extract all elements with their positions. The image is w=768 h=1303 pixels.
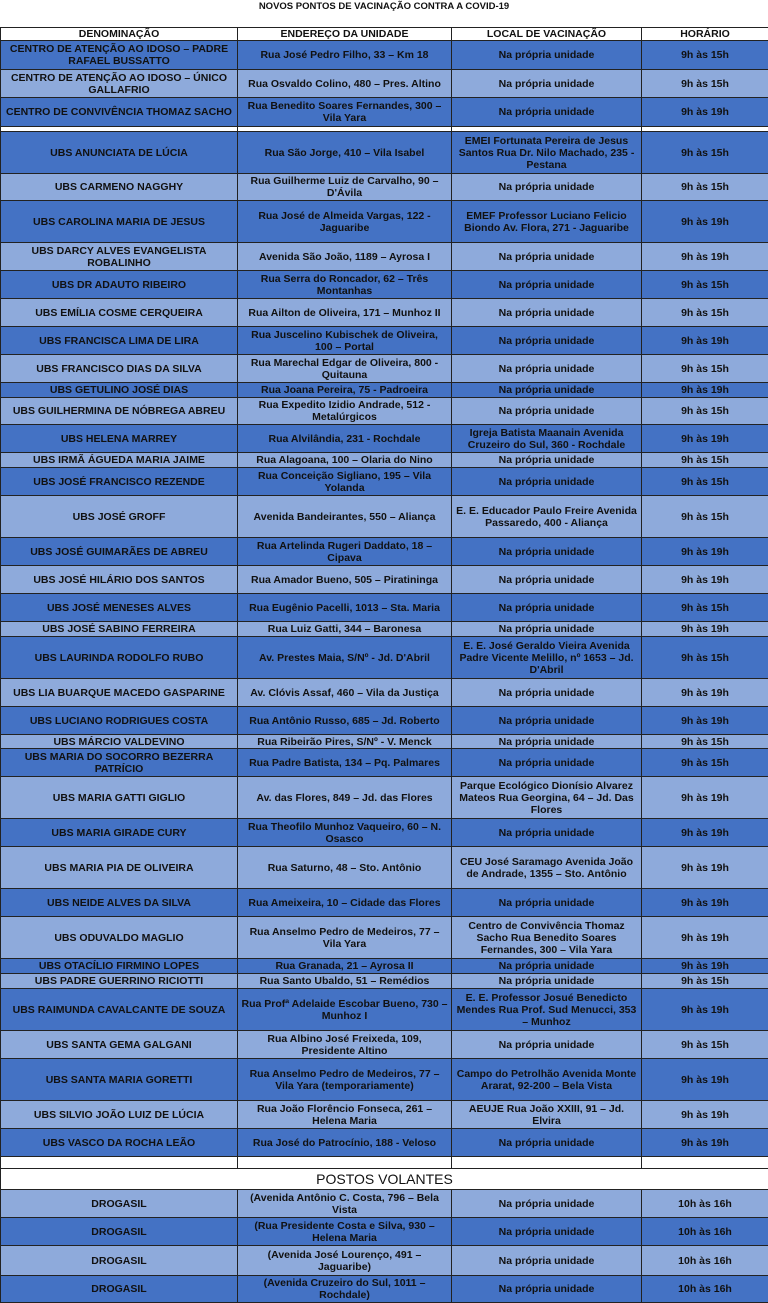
local-cell: AEUJE Rua João XXIII, 91 – Jd. Elvira bbox=[451, 1100, 642, 1129]
row-name-cell: UBS JOSÉ SABINO FERREIRA bbox=[0, 621, 238, 637]
row-name-cell: UBS SANTA GEMA GALGANI bbox=[0, 1030, 238, 1059]
hours-cell: 9h às 19h bbox=[641, 326, 768, 355]
local-cell: Na própria unidade bbox=[451, 326, 642, 355]
address-cell: Rua Expedito Izidio Andrade, 512 - Metalúrgicos bbox=[237, 397, 452, 425]
hours-cell: 9h às 15h bbox=[641, 593, 768, 622]
row-name-cell: UBS JOSÉ HILÁRIO DOS SANTOS bbox=[0, 565, 238, 594]
local-cell: Na própria unidade bbox=[451, 452, 642, 468]
local-cell: Na própria unidade bbox=[451, 382, 642, 398]
address-cell: Rua José Pedro Filho, 33 – Km 18 bbox=[237, 40, 452, 70]
local-cell: Na própria unidade bbox=[451, 621, 642, 637]
hours-cell: 9h às 15h bbox=[641, 69, 768, 98]
local-cell: Centro de Convivência Thomaz Sacho Rua Benedito Soares Fernandes, 300 – Vila Yara bbox=[451, 916, 642, 959]
row-name-cell: UBS ANUNCIATA DE LÚCIA bbox=[0, 131, 238, 174]
local-cell: Na própria unidade bbox=[451, 397, 642, 425]
row-name-cell: UBS RAIMUNDA CAVALCANTE DE SOUZA bbox=[0, 988, 238, 1031]
mobile-hours-cell: 10h às 16h bbox=[641, 1245, 768, 1276]
row-name-cell: UBS CARMENO NAGGHY bbox=[0, 173, 238, 201]
hours-cell: 9h às 15h bbox=[641, 40, 768, 70]
mobile-local-cell: Na própria unidade bbox=[451, 1245, 642, 1276]
hours-cell: 9h às 15h bbox=[641, 734, 768, 749]
local-cell: Na própria unidade bbox=[451, 40, 642, 70]
hours-cell: 9h às 19h bbox=[641, 818, 768, 847]
hours-cell: 9h às 19h bbox=[641, 916, 768, 959]
local-cell: Na própria unidade bbox=[451, 69, 642, 98]
address-cell: Rua Luiz Gatti, 344 – Baronesa bbox=[237, 621, 452, 637]
address-cell: Rua Benedito Soares Fernandes, 300 – Vila Yara bbox=[237, 97, 452, 127]
address-cell: Rua Juscelino Kubischek de Oliveira, 100 – Portal bbox=[237, 326, 452, 355]
column-header-name: DENOMINAÇÃO bbox=[0, 27, 238, 41]
row-name-cell: UBS SILVIO JOÃO LUIZ DE LÚCIA bbox=[0, 1100, 238, 1129]
mobile-hours-cell: 10h às 16h bbox=[641, 1189, 768, 1218]
hours-cell: 9h às 19h bbox=[641, 706, 768, 735]
local-cell: Na própria unidade bbox=[451, 734, 642, 749]
row-name-cell: UBS GETULINO JOSÉ DIAS bbox=[0, 382, 238, 398]
address-cell: Rua Conceição Sigliano, 195 – Vila Yolanda bbox=[237, 467, 452, 496]
hours-cell: 9h às 15h bbox=[641, 467, 768, 496]
row-name-cell: UBS PADRE GUERRINO RICIOTTI bbox=[0, 973, 238, 989]
hours-cell: 9h às 19h bbox=[641, 382, 768, 398]
local-cell: Na própria unidade bbox=[451, 706, 642, 735]
local-cell: Na própria unidade bbox=[451, 958, 642, 974]
hours-cell: 9h às 19h bbox=[641, 958, 768, 974]
address-cell: Rua Osvaldo Colino, 480 – Pres. Altino bbox=[237, 69, 452, 98]
row-name-cell: UBS ODUVALDO MAGLIO bbox=[0, 916, 238, 959]
hours-cell: 9h às 19h bbox=[641, 537, 768, 566]
row-name-cell: CENTRO DE CONVIVÊNCIA THOMAZ SACHO bbox=[0, 97, 238, 127]
address-cell: Avenida São João, 1189 – Ayrosa I bbox=[237, 242, 452, 271]
local-cell: Parque Ecológico Dionísio Alvarez Mateos Rua Georgina, 64 – Jd. Das Flores bbox=[451, 776, 642, 819]
row-name-cell: UBS CAROLINA MARIA DE JESUS bbox=[0, 200, 238, 243]
local-cell: Campo do Petrolhão Avenida Monte Ararat, 92-200 – Bela Vista bbox=[451, 1058, 642, 1101]
address-cell: Rua Padre Batista, 134 – Pq. Palmares bbox=[237, 748, 452, 777]
row-name-cell: UBS FRANCISCO DIAS DA SILVA bbox=[0, 354, 238, 383]
row-name-cell: UBS OTACÍLIO FIRMINO LOPES bbox=[0, 958, 238, 974]
address-cell: Rua José do Patrocínio, 188 - Veloso bbox=[237, 1128, 452, 1157]
address-cell: Avenida Bandeirantes, 550 – Aliança bbox=[237, 495, 452, 538]
row-name-cell: UBS JOSÉ GUIMARÃES DE ABREU bbox=[0, 537, 238, 566]
row-name-cell: CENTRO DE ATENÇÃO AO IDOSO – ÚNICO GALLAFRIO bbox=[0, 69, 238, 98]
address-cell: Rua Guilherme Luiz de Carvalho, 90 – D'Ávila bbox=[237, 173, 452, 201]
address-cell: Rua Artelinda Rugeri Daddato, 18 – Cipava bbox=[237, 537, 452, 566]
hours-cell: 9h às 19h bbox=[641, 888, 768, 917]
row-name-cell: UBS EMÍLIA COSME CERQUEIRA bbox=[0, 298, 238, 327]
address-cell: Av. das Flores, 849 – Jd. das Flores bbox=[237, 776, 452, 819]
row-name-cell: UBS VASCO DA ROCHA LEÃO bbox=[0, 1128, 238, 1157]
row-name-cell: UBS LAURINDA RODOLFO RUBO bbox=[0, 636, 238, 679]
row-name-cell: UBS JOSÉ GROFF bbox=[0, 495, 238, 538]
hours-cell: 9h às 15h bbox=[641, 298, 768, 327]
address-cell: Rua José de Almeida Vargas, 122 - Jaguaribe bbox=[237, 200, 452, 243]
address-cell: Rua Alagoana, 100 – Olaria do Nino bbox=[237, 452, 452, 468]
row-name-cell: CENTRO DE ATENÇÃO AO IDOSO – PADRE RAFAEL BUSSATTO bbox=[0, 40, 238, 70]
address-cell: Rua Theofilo Munhoz Vaqueiro, 60 – N. Osasco bbox=[237, 818, 452, 847]
column-header-local: LOCAL DE VACINAÇÃO bbox=[451, 27, 642, 41]
hours-cell: 9h às 15h bbox=[641, 354, 768, 383]
address-cell: Rua São Jorge, 410 – Vila Isabel bbox=[237, 131, 452, 174]
hours-cell: 9h às 19h bbox=[641, 200, 768, 243]
mobile-address-cell: (Avenida Cruzeiro do Sul, 1011 – Rochdale) bbox=[237, 1275, 452, 1303]
hours-cell: 9h às 19h bbox=[641, 776, 768, 819]
hours-cell: 9h às 19h bbox=[641, 1058, 768, 1101]
mobile-name-cell: DROGASIL bbox=[0, 1189, 238, 1218]
local-cell: EMEF Professor Luciano Felicio Biondo Av. Flora, 271 - Jaguaribe bbox=[451, 200, 642, 243]
local-cell: Na própria unidade bbox=[451, 537, 642, 566]
local-cell: Na própria unidade bbox=[451, 748, 642, 777]
hours-cell: 9h às 19h bbox=[641, 565, 768, 594]
row-name-cell: UBS LUCIANO RODRIGUES COSTA bbox=[0, 706, 238, 735]
row-name-cell: UBS DR ADAUTO RIBEIRO bbox=[0, 270, 238, 299]
hours-cell: 9h às 19h bbox=[641, 678, 768, 707]
row-name-cell: UBS DARCY ALVES EVANGELISTA ROBALINHO bbox=[0, 242, 238, 271]
row-name-cell: UBS SANTA MARIA GORETTI bbox=[0, 1058, 238, 1101]
address-cell: Rua Albino José Freixeda, 109, Presidente Altino bbox=[237, 1030, 452, 1059]
mobile-name-cell: DROGASIL bbox=[0, 1275, 238, 1303]
address-cell: Rua Santo Ubaldo, 51 – Remédios bbox=[237, 973, 452, 989]
local-cell: Na própria unidade bbox=[451, 888, 642, 917]
local-cell: E. E. Educador Paulo Freire Avenida Passaredo, 400 - Aliança bbox=[451, 495, 642, 538]
local-cell: Na própria unidade bbox=[451, 678, 642, 707]
hours-cell: 9h às 15h bbox=[641, 973, 768, 989]
row-name-cell: UBS GUILHERMINA DE NÓBREGA ABREU bbox=[0, 397, 238, 425]
address-cell: Rua Profª Adelaide Escobar Bueno, 730 – Munhoz I bbox=[237, 988, 452, 1031]
row-name-cell: UBS LIA BUARQUE MACEDO GASPARINE bbox=[0, 678, 238, 707]
hours-cell: 9h às 15h bbox=[641, 397, 768, 425]
row-name-cell: UBS IRMÃ ÁGUEDA MARIA JAIME bbox=[0, 452, 238, 468]
row-name-cell: UBS JOSÉ FRANCISCO REZENDE bbox=[0, 467, 238, 496]
local-cell: Igreja Batista Maanain Avenida Cruzeiro do Sul, 360 - Rochdale bbox=[451, 424, 642, 453]
mobile-local-cell: Na própria unidade bbox=[451, 1217, 642, 1246]
local-cell: Na própria unidade bbox=[451, 242, 642, 271]
address-cell: Rua Ribeirão Pires, S/Nº - V. Menck bbox=[237, 734, 452, 749]
local-cell: Na própria unidade bbox=[451, 1030, 642, 1059]
hours-cell: 9h às 15h bbox=[641, 748, 768, 777]
hours-cell: 9h às 19h bbox=[641, 97, 768, 127]
address-cell: Rua Anselmo Pedro de Medeiros, 77 – Vila Yara bbox=[237, 916, 452, 959]
hours-cell: 9h às 15h bbox=[641, 495, 768, 538]
mobile-local-cell: Na própria unidade bbox=[451, 1189, 642, 1218]
address-cell: Rua Serra do Roncador, 62 – Três Montanhas bbox=[237, 270, 452, 299]
row-name-cell: UBS FRANCISCA LIMA DE LIRA bbox=[0, 326, 238, 355]
address-cell: Av. Clóvis Assaf, 460 – Vila da Justiça bbox=[237, 678, 452, 707]
address-cell: Rua Ailton de Oliveira, 171 – Munhoz II bbox=[237, 298, 452, 327]
hours-cell: 9h às 15h bbox=[641, 636, 768, 679]
hours-cell: 9h às 19h bbox=[641, 1100, 768, 1129]
row-name-cell: UBS HELENA MARREY bbox=[0, 424, 238, 453]
column-header-hours: HORÁRIO bbox=[641, 27, 768, 41]
address-cell: Rua Eugênio Pacelli, 1013 – Sta. Maria bbox=[237, 593, 452, 622]
section-title: POSTOS VOLANTES bbox=[0, 1168, 768, 1190]
local-cell: EMEI Fortunata Pereira de Jesus Santos Rua Dr. Nilo Machado, 235 - Pestana bbox=[451, 131, 642, 174]
local-cell: E. E. Professor Josué Benedicto Mendes Rua Prof. Sud Menucci, 353 – Munhoz bbox=[451, 988, 642, 1031]
hours-cell: 9h às 19h bbox=[641, 846, 768, 889]
address-cell: Rua Ameixeira, 10 – Cidade das Flores bbox=[237, 888, 452, 917]
row-name-cell: UBS JOSÉ MENESES ALVES bbox=[0, 593, 238, 622]
hours-cell: 9h às 19h bbox=[641, 621, 768, 637]
hours-cell: 9h às 19h bbox=[641, 242, 768, 271]
mobile-address-cell: (Rua Presidente Costa e Silva, 930 – Helena Maria bbox=[237, 1217, 452, 1246]
hours-cell: 9h às 15h bbox=[641, 131, 768, 174]
local-cell: CEU José Saramago Avenida João de Andrade, 1355 – Sto. Antônio bbox=[451, 846, 642, 889]
local-cell: Na própria unidade bbox=[451, 173, 642, 201]
address-cell: Rua Anselmo Pedro de Medeiros, 77 – Vila Yara (temporariamente) bbox=[237, 1058, 452, 1101]
row-name-cell: UBS MÁRCIO VALDEVINO bbox=[0, 734, 238, 749]
address-cell: Rua Alvilândia, 231 - Rochdale bbox=[237, 424, 452, 453]
address-cell: Rua Joana Pereira, 75 - Padroeira bbox=[237, 382, 452, 398]
column-header-address: ENDEREÇO DA UNIDADE bbox=[237, 27, 452, 41]
hours-cell: 9h às 19h bbox=[641, 424, 768, 453]
row-name-cell: UBS MARIA PIA DE OLIVEIRA bbox=[0, 846, 238, 889]
local-cell: Na própria unidade bbox=[451, 973, 642, 989]
local-cell: Na própria unidade bbox=[451, 354, 642, 383]
address-cell: Rua Antônio Russo, 685 – Jd. Roberto bbox=[237, 706, 452, 735]
hours-cell: 9h às 15h bbox=[641, 452, 768, 468]
local-cell: Na própria unidade bbox=[451, 593, 642, 622]
row-name-cell: UBS MARIA GIRADE CURY bbox=[0, 818, 238, 847]
mobile-hours-cell: 10h às 16h bbox=[641, 1217, 768, 1246]
hours-cell: 9h às 15h bbox=[641, 1030, 768, 1059]
address-cell: Rua Saturno, 48 – Sto. Antônio bbox=[237, 846, 452, 889]
address-cell: Rua Amador Bueno, 505 – Piratininga bbox=[237, 565, 452, 594]
local-cell: E. E. José Geraldo Vieira Avenida Padre Vicente Melillo, nº 1653 – Jd. D'Abril bbox=[451, 636, 642, 679]
row-name-cell: UBS MARIA GATTI GIGLIO bbox=[0, 776, 238, 819]
mobile-name-cell: DROGASIL bbox=[0, 1245, 238, 1276]
row-name-cell: UBS NEIDE ALVES DA SILVA bbox=[0, 888, 238, 917]
local-cell: Na própria unidade bbox=[451, 298, 642, 327]
mobile-address-cell: (Avenida Antônio C. Costa, 796 – Bela Vista bbox=[237, 1189, 452, 1218]
local-cell: Na própria unidade bbox=[451, 97, 642, 127]
hours-cell: 9h às 19h bbox=[641, 1128, 768, 1157]
mobile-address-cell: (Avenida José Lourenço, 491 – Jaguaribe) bbox=[237, 1245, 452, 1276]
hours-cell: 9h às 19h bbox=[641, 988, 768, 1031]
local-cell: Na própria unidade bbox=[451, 1128, 642, 1157]
address-cell: Rua Marechal Edgar de Oliveira, 800 - Quitauna bbox=[237, 354, 452, 383]
row-name-cell: UBS MARIA DO SOCORRO BEZERRA PATRÍCIO bbox=[0, 748, 238, 777]
hours-cell: 9h às 15h bbox=[641, 173, 768, 201]
mobile-local-cell: Na própria unidade bbox=[451, 1275, 642, 1303]
local-cell: Na própria unidade bbox=[451, 270, 642, 299]
address-cell: Rua Granada, 21 – Ayrosa II bbox=[237, 958, 452, 974]
page-title: NOVOS PONTOS DE VACINAÇÃO CONTRA A COVID-19 bbox=[258, 1, 510, 12]
local-cell: Na própria unidade bbox=[451, 565, 642, 594]
hours-cell: 9h às 15h bbox=[641, 270, 768, 299]
mobile-hours-cell: 10h às 16h bbox=[641, 1275, 768, 1303]
address-cell: Av. Prestes Maia, S/Nº - Jd. D'Abril bbox=[237, 636, 452, 679]
local-cell: Na própria unidade bbox=[451, 467, 642, 496]
address-cell: Rua João Florêncio Fonseca, 261 – Helena Maria bbox=[237, 1100, 452, 1129]
local-cell: Na própria unidade bbox=[451, 818, 642, 847]
mobile-name-cell: DROGASIL bbox=[0, 1217, 238, 1246]
